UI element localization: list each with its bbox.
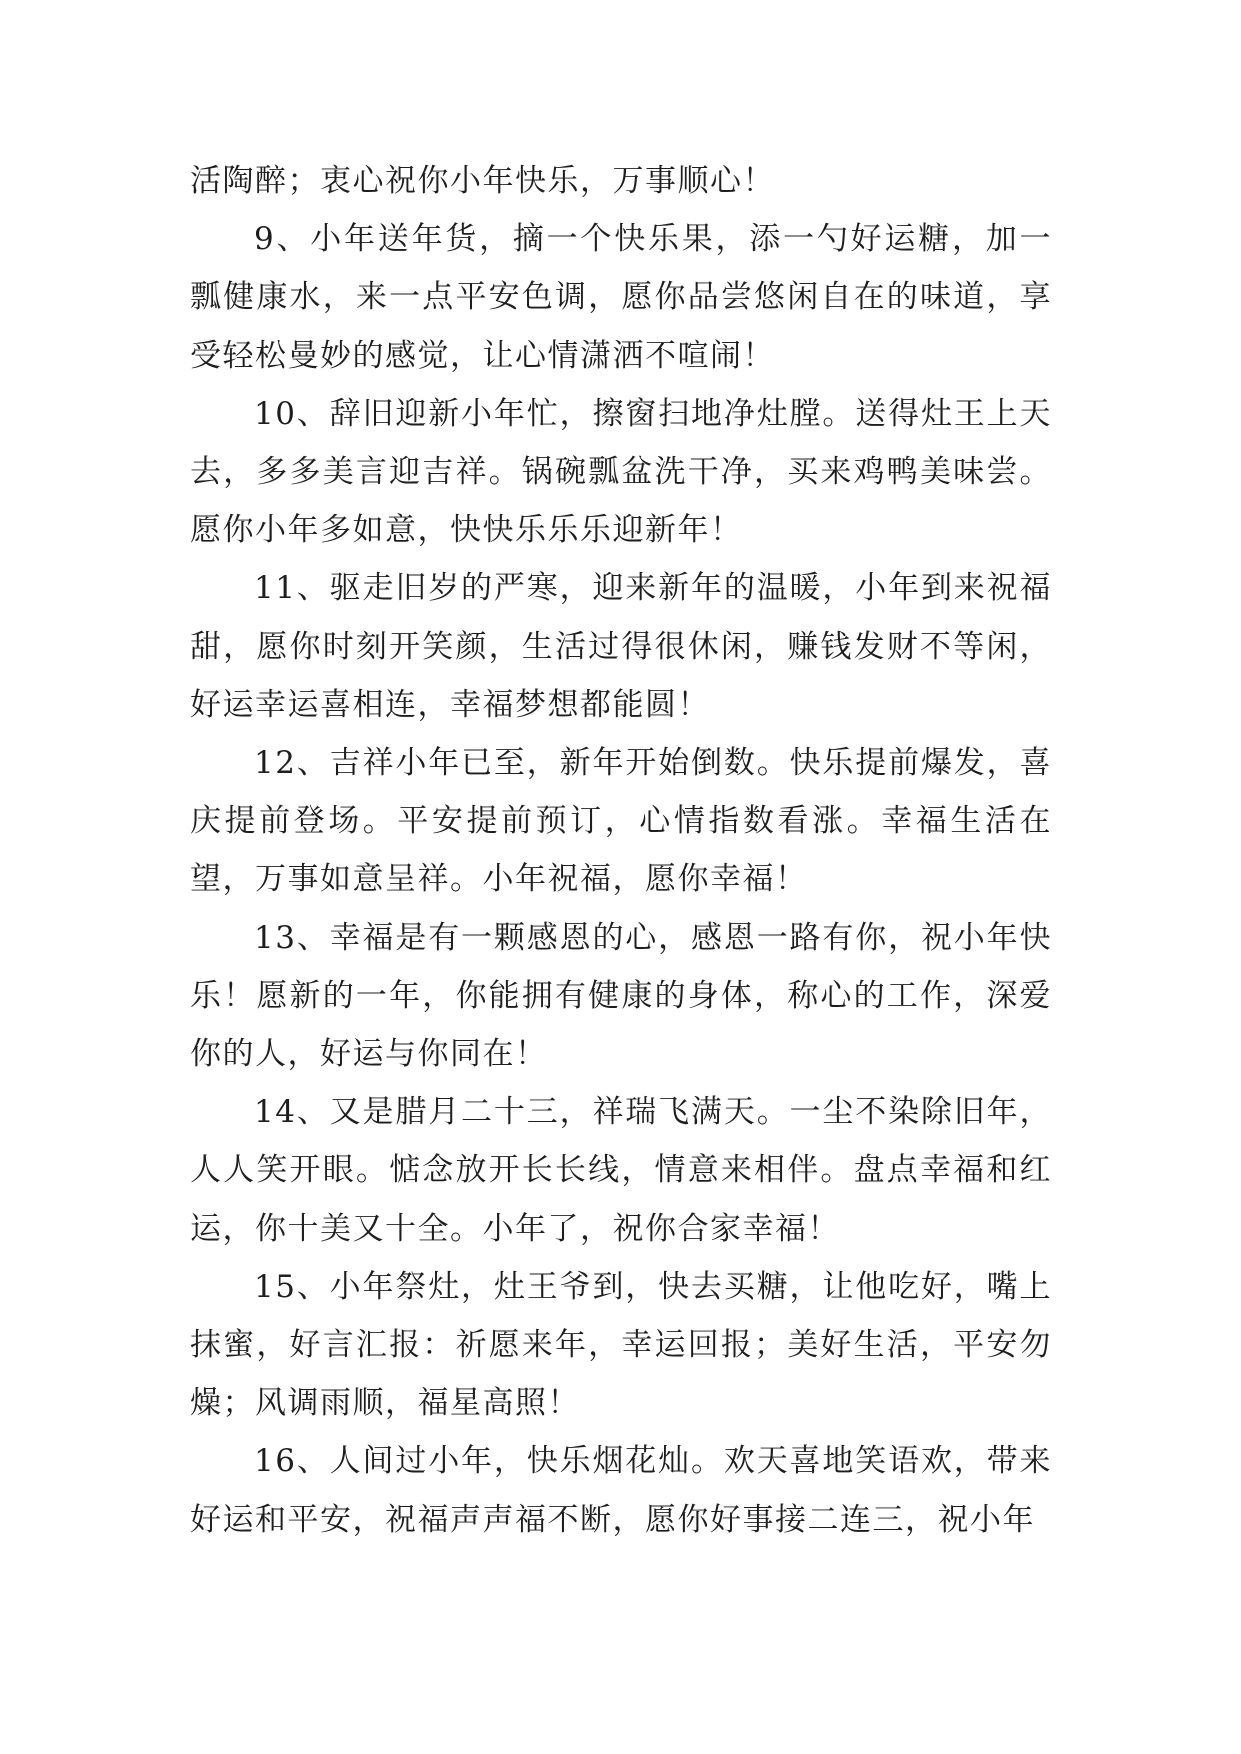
paragraph-3: 11、驱走旧岁的严寒，迎来新年的温暖，小年到来祝福甜，愿你时刻开笑颜，生活过得很休闲，赚钱发财不等闲，好运幸运喜相连，幸福梦想都能圆！ [190, 570, 1052, 723]
paragraph-7: 15、小年祭灶，灶王爷到，快去买糖，让他吃好，嘴上抹蜜，好言汇报：祈愿来年，幸运回报；美好生活，平安勿燥；风调雨顺，福星高照！ [190, 1268, 1052, 1422]
paragraph-6: 14、又是腊月二十三，祥瑞飞满天。一尘不染除旧年，人人笑开眼。惦念放开长长线，情意来相伴。盘点幸福和红运，你十美又十全。小年了，祝你合家幸福！ [190, 1094, 1052, 1247]
paragraph-5: 13、幸福是有一颗感恩的心，感恩一路有你，祝小年快乐！愿新的一年，你能拥有健康的身体，称心的工作，深爱你的人，好运与你同在！ [190, 919, 1052, 1073]
paragraph-0: 活陶醉；衷心祝你小年快乐，万事顺心！ [190, 163, 775, 199]
paragraph-1: 9、小年送年货，摘一个快乐果，添一勺好运糖，加一瓢健康水，来一点平安色调，愿你品尝悠闲自在的味道，享受轻松曼妙的感觉，让心情潇洒不喧闹！ [190, 221, 1052, 374]
document-body [190, 152, 1052, 1549]
paragraph-8: 16、人间过小年，快乐烟花灿。欢天喜地笑语欢，带来好运和平安，祝福声声福不断，愿你好事接二连三，祝小年 [190, 1443, 1052, 1538]
paragraph-2: 10、辞旧迎新小年忙，擦窗扫地净灶膛。送得灶王上天去，多多美言迎吉祥。锅碗瓢盆洗干净，买来鸡鸭美味尝。愿你小年多如意，快快乐乐乐迎新年！ [190, 395, 1052, 549]
paragraph-4: 12、吉祥小年已至，新年开始倒数。快乐提前爆发，喜庆提前登场。平安提前预订，心情指数看涨。幸福生活在望，万事如意呈祥。小年祝福，愿你幸福！ [190, 745, 1052, 898]
